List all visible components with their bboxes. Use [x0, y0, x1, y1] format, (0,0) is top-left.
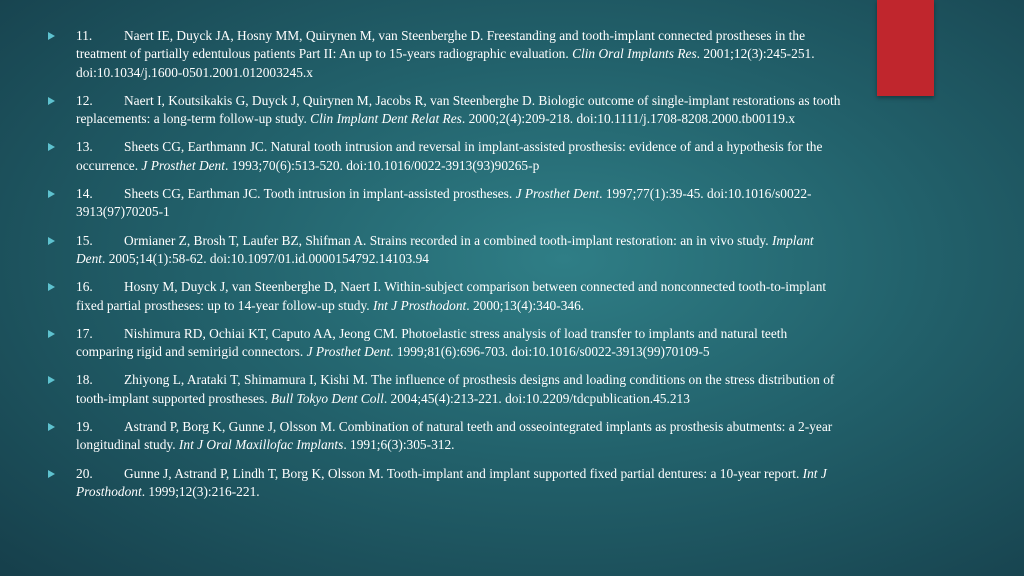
reference-number: 12. [76, 92, 93, 108]
reference-item [46, 325, 846, 362]
reference-item [46, 92, 846, 129]
reference-number: 13. [76, 139, 93, 155]
reference-authors-title: Hosny M, Duyck J, van Steenberghe D, Naert I. Within-subject comparison between connected and nonconnected tooth-to-implant fixed partial prostheses: up to 14-year follow-up study. [76, 279, 827, 313]
reference-journal: Implant Dent [76, 232, 814, 266]
reference-journal: Clin Oral Implants Res [572, 46, 697, 62]
reference-authors-title: Ormianer Z, Brosh T, Laufer BZ, Shifman A. Strains recorded in a combined tooth-implant restoration: an in vivo study. [124, 232, 772, 248]
reference-details: . 1999;12(3):216-221. [141, 483, 260, 499]
bullet-arrow-icon [48, 190, 55, 198]
bullet-arrow-icon [48, 283, 55, 291]
reference-journal: Int J Oral Maxillofac Implants [178, 437, 344, 453]
bullet-arrow-icon [48, 143, 55, 151]
reference-item [46, 371, 846, 408]
reference-number: 17. [76, 325, 93, 341]
reference-details: . 2000;13(4):340-346. [466, 297, 585, 313]
reference-authors-title: Zhiyong L, Arataki T, Shimamura I, Kishi M. The influence of prosthesis designs and loading conditions on the stress distribution of tooth-implant supported prostheses. [76, 372, 835, 406]
reference-journal: Int J Prosthodont [373, 297, 467, 313]
bullet-arrow-icon [48, 470, 55, 478]
bullet-arrow-icon [48, 32, 55, 40]
reference-item [46, 232, 846, 269]
accent-bar [877, 0, 934, 96]
reference-details: . 2004;45(4):213-221. doi:10.2209/tdcpublication.45.213 [383, 390, 690, 406]
reference-details: . 2001;12(3):245-251. doi:10.1034/j.1600-0501.2001.012003245.x [76, 46, 815, 80]
bullet-arrow-icon [48, 237, 55, 245]
reference-details: . 1999;81(6):696-703. doi:10.1016/s0022-3913(99)70109-5 [390, 344, 710, 360]
bullet-arrow-icon [48, 330, 55, 338]
reference-authors-title: Astrand P, Borg K, Gunne J, Olsson M. Combination of natural teeth and osseointegrated implants as prosthesis abutments: a 2-year longitudinal study. [76, 419, 833, 453]
reference-number: 20. [76, 465, 93, 481]
bullet-arrow-icon [48, 97, 55, 105]
reference-details: . 2005;14(1):58-62. doi:10.1097/01.id.0000154792.14103.94 [102, 250, 429, 266]
reference-number: 19. [76, 419, 93, 435]
reference-authors-title: Sheets CG, Earthmann JC. Natural tooth intrusion and reversal in implant-assisted prosthesis: evidence of and a hypothesis for the occurrence. [76, 139, 823, 173]
reference-authors-title: Naert IE, Duyck JA, Hosny MM, Quirynen M, van Steenberghe D. Freestanding and tooth-implant connected prostheses in the treatment of partially edentulous patients Part II: An up to 15-years radiographic evaluation. [76, 28, 806, 62]
reference-authors-title: Naert I, Koutsikakis G, Duyck J, Quirynen M, Jacobs R, van Steenberghe D. Biologic outcome of single-implant restorations as tooth replacements: a long-term follow-up study. [76, 92, 841, 127]
reference-authors-title: Sheets CG, Earthman JC. Tooth intrusion in implant-assisted prostheses. [124, 186, 516, 202]
reference-journal: J Prosthet Dent [141, 157, 225, 173]
reference-details: . 1997;77(1):39-45. doi:10.1016/s0022-3913(97)70205-1 [76, 186, 812, 220]
reference-item [46, 185, 846, 222]
reference-number: 15. [76, 232, 93, 248]
reference-details: . 2000;2(4):209-218. doi:10.1111/j.1708-8208.2000.tb00119.x [461, 111, 796, 127]
reference-journal: Bull Tokyo Dent Coll [270, 390, 384, 406]
reference-number: 16. [76, 279, 93, 295]
reference-authors-title: Gunne J, Astrand P, Lindh T, Borg K, Olsson M. Tooth-implant and implant supported fixed partial dentures: a 10-year report. [124, 465, 803, 481]
reference-details: . 1993;70(6):513-520. doi:10.1016/0022-3913(93)90265-p [224, 157, 540, 173]
reference-item [46, 418, 846, 455]
reference-item [46, 138, 846, 175]
reference-journal: Clin Implant Dent Relat Res [310, 111, 462, 127]
reference-authors-title: Nishimura RD, Ochiai KT, Caputo AA, Jeong CM. Photoelastic stress analysis of load transfer to implants and natural teeth comparing rigid and semirigid connectors. [76, 325, 788, 360]
reference-journal: J Prosthet Dent [515, 186, 600, 202]
reference-journal: J Prosthet Dent [306, 344, 391, 360]
bullet-arrow-icon [48, 423, 55, 431]
bullet-arrow-icon [48, 376, 55, 384]
reference-details: . 1991;6(3):305-312. [343, 437, 455, 453]
reference-number: 18. [76, 372, 93, 388]
reference-item [46, 278, 846, 315]
reference-number: 14. [76, 186, 93, 202]
reference-number: 11. [76, 28, 93, 43]
reference-item [46, 27, 846, 82]
reference-list [46, 27, 846, 511]
reference-journal: Int J Prosthodont [76, 465, 827, 499]
reference-item [46, 465, 846, 502]
